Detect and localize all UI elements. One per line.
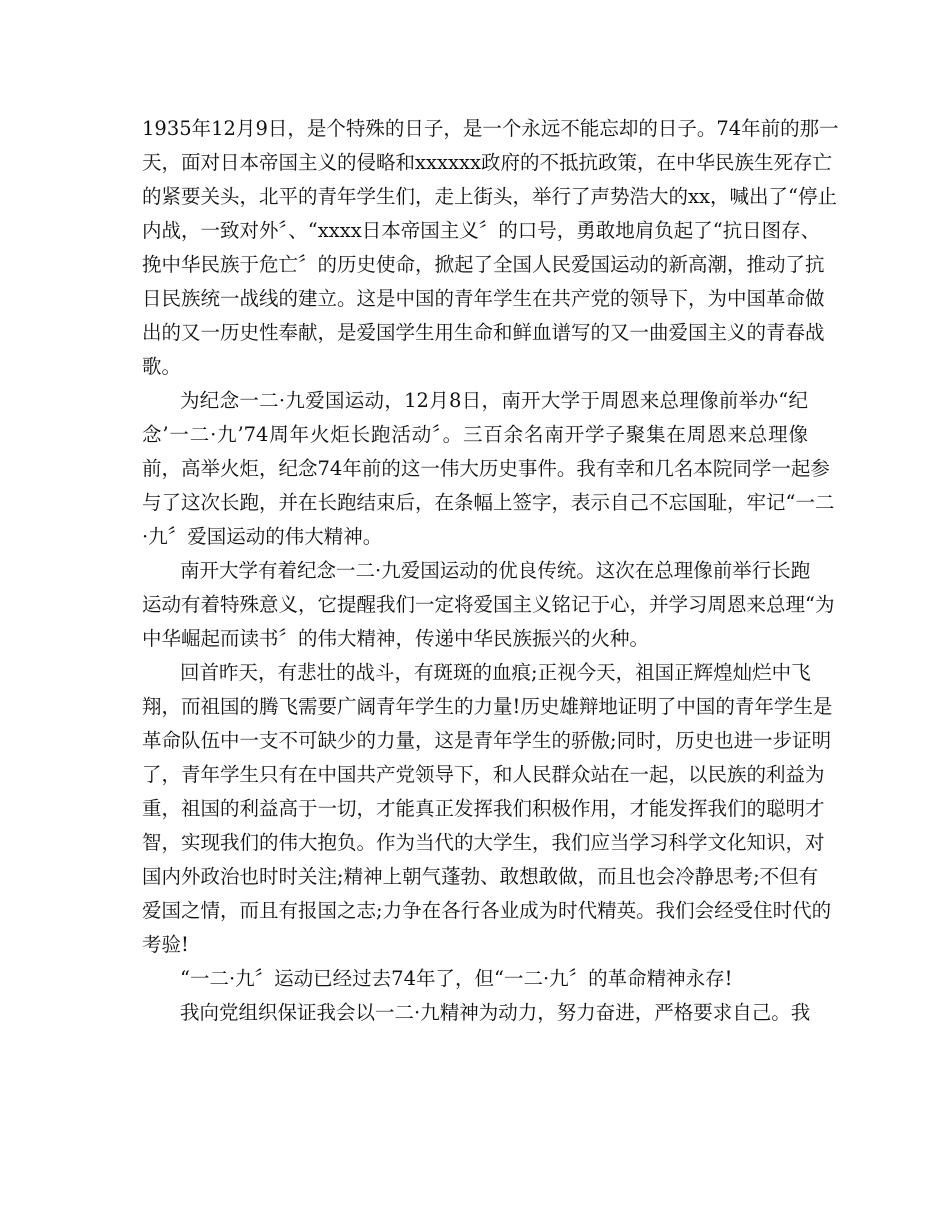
text-line: 的紧要关头，北平的青年学生们，走上街头，举行了声势浩大的xx，喊出了“停止	[142, 185, 837, 208]
text-line: 运动有着特殊意义，它提醒我们一定将爱国主义铭记于心，并学习周恩来总理“为	[142, 593, 835, 616]
text-line: 歌。	[142, 355, 182, 378]
text-line: 出的又一历史性奉献，是爱国学生用生命和鲜血谱写的又一曲爱国主义的青春战	[142, 321, 825, 344]
text-line: 与了这次长跑，并在长跑结束后，在条幅上签字，表示自己不忘国耻，牢记“一二	[142, 491, 835, 514]
text-line: 回首昨天，有悲壮的战斗，有斑斑的血痕;正视今天，祖国正辉煌灿烂中飞	[180, 661, 811, 684]
text-line: 革命队伍中一支不可缺少的力量，这是青年学生的骄傲;同时，历史也进一步证明	[142, 729, 832, 752]
text-line: 为纪念一二·九爱国运动，12月8日，南开大学于周恩来总理像前举办“纪	[180, 389, 808, 412]
text-line: 1935年12月9日，是个特殊的日子，是一个永远不能忘却的日子。74年前的那一	[142, 117, 839, 140]
text-line: 南开大学有着纪念一二·九爱国运动的优良传统。这次在总理像前举行长跑	[180, 559, 811, 582]
text-line: 日民族统一战线的建立。这是中国的青年学生在共产党的领导下，为中国革命做	[142, 287, 825, 310]
text-line: 挽中华民族于危亡〞的历史使命，掀起了全国人民爱国运动的新高潮，推动了抗	[142, 253, 825, 276]
text-line: 念’一二·九’74周年火炬长跑活动〞。三百余名南开学子聚集在周恩来总理像	[142, 423, 808, 446]
text-line: 重，祖国的利益高于一切，才能真正发挥我们积极作用，才能发挥我们的聪明才	[142, 797, 825, 820]
text-line: 我向党组织保证我会以一二·九精神为动力，努力奋进，严格要求自己。我	[180, 1001, 811, 1024]
text-line: ·九〞爱国运动的伟大精神。	[142, 525, 383, 548]
text-line: 前，高举火炬，纪念74年前的这一伟大历史事件。我有幸和几名本院同学一起参	[142, 457, 830, 480]
text-line: 翔，而祖国的腾飞需要广阔青年学生的力量!历史雄辩地证明了中国的青年学生是	[142, 695, 833, 718]
text-line: 天，面对日本帝国主义的侵略和xxxxxx政府的不抵抗政策，在中华民族生死存亡	[142, 151, 832, 174]
text-line: 爱国之情，而且有报国之志;力争在各行各业成为时代精英。我们会经受住时代的	[142, 899, 832, 922]
text-line: 国内外政治也时时关注;精神上朝气蓬勃、敢想敢做，而且也会冷静思考;不但有	[142, 865, 819, 888]
text-line: 中华崛起而读书〞的伟大精神，传递中华民族振兴的火种。	[142, 627, 650, 650]
text-line: “一二·九〞运动已经过去74年了，但“一二·九〞的革命精神永存!	[180, 967, 733, 990]
document-body	[142, 112, 839, 1030]
text-line: 考验!	[142, 933, 189, 956]
text-line: 智，实现我们的伟大抱负。作为当代的大学生，我们应当学习科学文化知识，对	[142, 831, 825, 854]
text-line: 内战，一致对外〞、“xxxx日本帝国主义〞的口号，勇敢地肩负起了“抗日图存、	[142, 219, 821, 242]
text-line: 了，青年学生只有在中国共产党领导下，和人民群众站在一起，以民族的利益为	[142, 763, 825, 786]
